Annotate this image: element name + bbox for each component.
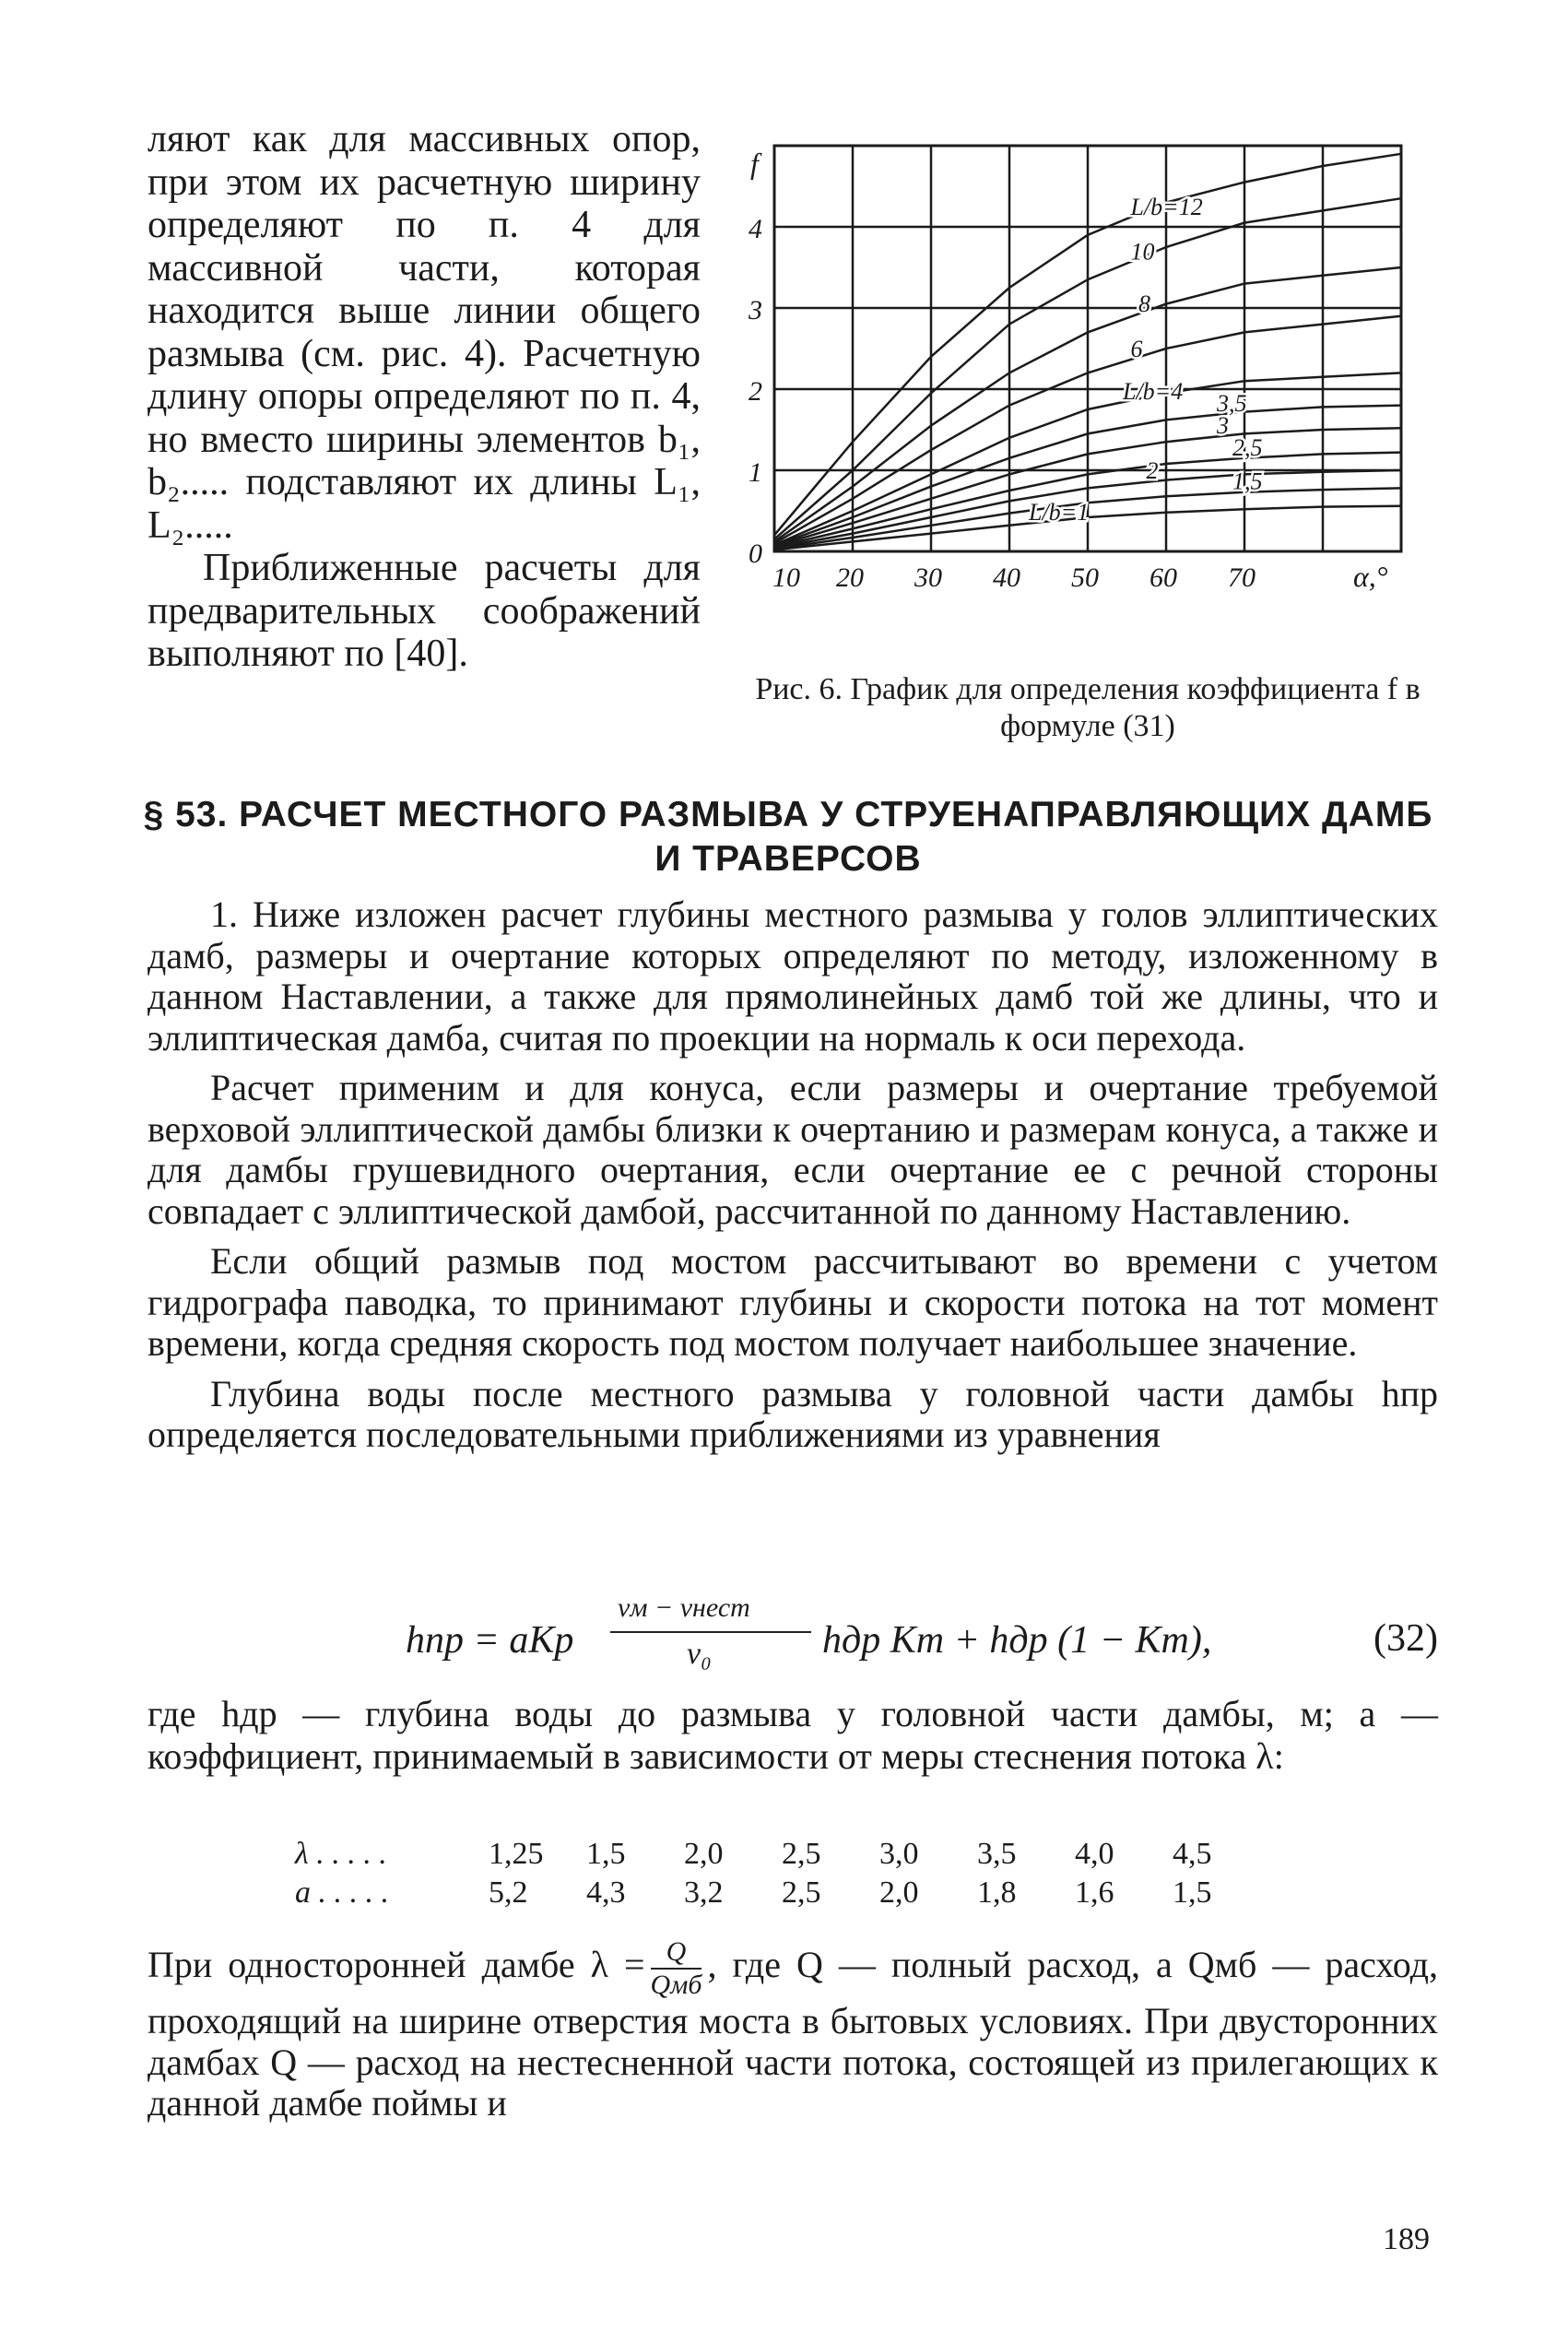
y-tick-label: 3 [749, 295, 762, 325]
table-cell: 2,5 [782, 1837, 821, 1871]
formula-numerator: vм − vнест [618, 1592, 750, 1623]
x-tick-label: 50 [1071, 562, 1099, 593]
x-axis-label: α,° [1353, 560, 1388, 593]
y-tick-label: 0 [749, 538, 762, 569]
paragraph: 1. Ниже изложен расчет глубины местного размыва у голов эллиптических дамб, размеры и очертание которых определяют по методу, изложенному в данном Наставлении, а также для прямолинейных дамб той же длины, что и эллиптическая дамба, считая по проекции на нормаль к оси перехода. [147, 893, 1438, 1059]
table-cell: 5,2 [489, 1875, 528, 1910]
table-cell: 4,5 [1173, 1837, 1212, 1871]
table-cell: 3,0 [879, 1837, 919, 1871]
table-cell: 4,3 [586, 1875, 626, 1910]
equation-number: (32) [1373, 1617, 1438, 1660]
section-title: § 53. РАСЧЕТ МЕСТНОГО РАЗМЫВА У СТРУЕНАПРАВЛЯЮЩИХ ДАМБ И ТРАВЕРСОВ [143, 795, 1433, 879]
figure-caption: Рис. 6. График для определения коэффициента f в формуле (31) [755, 672, 1421, 743]
table-cell: 4,0 [1075, 1837, 1114, 1871]
figure-6-chart [737, 118, 1438, 634]
a-row [295, 1874, 1270, 1912]
series-label: 2,5 [1232, 434, 1263, 462]
table-cell: 2,5 [782, 1875, 821, 1910]
inline-fraction [651, 1936, 702, 2001]
formula-denominator: v₀ [687, 1637, 712, 1671]
paragraph: Если общий размыв под мостом рассчитывают во времени с учетом гидрографа паводка, то принимают глубины и скорости потока на тот момент времени, когда средняя скорость под мостом получает наибольшее значение. [147, 1240, 1438, 1364]
series-label: 1,5 [1232, 467, 1263, 495]
y-axis-label: f [750, 147, 759, 180]
table-cell: 1,5 [1173, 1875, 1212, 1910]
series-label: L/b=4 [1123, 377, 1184, 405]
table-cell: 2,0 [684, 1837, 724, 1871]
paragraph: Приближенные расчеты для предварительных соображений выполняют по [40]. [147, 547, 701, 675]
x-tick-label: 60 [1149, 562, 1177, 593]
page-number: 189 [1383, 2222, 1430, 2256]
text-prefix: При односторонней дамбе λ = [147, 1944, 645, 1986]
left-column-text [147, 118, 701, 676]
text-suffix: , где Q — полный расход, а Qмб — расход, проходящий на ширине отверстия моста в бытовых условиях. При двусторонних дамбах Q — расход на нестесненной части потока, состоящей из прилегающих к данной дамбе поймы и [147, 1944, 1438, 2124]
series-label: 3,5 [1217, 390, 1247, 418]
series-label: 10 [1130, 238, 1155, 266]
paragraph [147, 1936, 1438, 2124]
table-cell: 3,2 [684, 1875, 724, 1910]
x-tick-label: 70 [1228, 562, 1256, 593]
row-label: λ . . . . . [295, 1837, 387, 1871]
paragraph: где hдр — глубина воды до размыва у головной части дамбы, м; a — коэффициент, принимаемый в зависимости от меры стеснения потока λ: [147, 1693, 1438, 1777]
x-tick-label: 10 [772, 562, 800, 593]
x-tick-label: 30 [914, 562, 942, 593]
where-text [147, 1693, 1438, 1778]
series-label: 2 [1146, 457, 1159, 485]
y-tick-label: 4 [749, 214, 762, 244]
lambda-row [295, 1835, 1270, 1874]
chart-svg [737, 118, 1438, 634]
formula-32 [369, 1591, 1438, 1683]
table-cell: 1,8 [977, 1875, 1017, 1910]
formula-fraction-bar [610, 1631, 811, 1633]
x-tick-label: 40 [993, 562, 1020, 593]
fraction-denominator: Qмб [650, 1970, 702, 2000]
table-cell: 3,5 [977, 1837, 1017, 1871]
after-text [147, 1936, 1438, 2124]
x-tick-label: 20 [836, 562, 864, 593]
lambda-table [295, 1835, 1270, 1912]
table-cell: 1,5 [586, 1837, 626, 1871]
paragraph: Расчет применим и для конуса, если размеры и очертание требуемой верховой эллиптической дамбы близки к очертанию и размерам конуса, а также и для дамбы грушевидного очертания, если очертание ее с речной стороны совпадает с эллиптической дамбой, рассчитанной по данному Наставлению. [147, 1067, 1438, 1232]
series-label: L/b=12 [1130, 194, 1203, 221]
series-label: 3 [1217, 411, 1229, 439]
table-cell: 2,0 [879, 1875, 919, 1910]
body-text [147, 894, 1438, 1465]
paragraph: Глубина воды после местного размыва у головной части дамбы hпр определяется последовательными приближениями из уравнения [147, 1372, 1438, 1455]
series-label: L/b=1 [1029, 499, 1090, 527]
formula-rhs: hдр Kт + hдр (1 − Kт), [822, 1619, 1212, 1662]
series-label: 6 [1130, 336, 1143, 363]
formula-lhs: hпр = aKр [406, 1619, 574, 1662]
row-label: a . . . . . [295, 1875, 389, 1910]
y-tick-label: 1 [749, 457, 762, 488]
table-cell: 1,6 [1075, 1875, 1114, 1910]
fraction-numerator: Q [651, 1936, 702, 1970]
series-label: 8 [1138, 290, 1150, 317]
paragraph: ляют как для массивных опор, при этом их расчетную ширину определяют по п. 4 для массивной части, которая находится выше линии общего размыва (см. рис. 4). Расчетную длину опоры определяют по п. 4, но вместо ширины элементов b₁, b₂..... подставляют их длины L₁, L₂..... [147, 118, 701, 547]
y-tick-label: 2 [749, 376, 762, 407]
table-cell: 1,25 [489, 1837, 544, 1871]
